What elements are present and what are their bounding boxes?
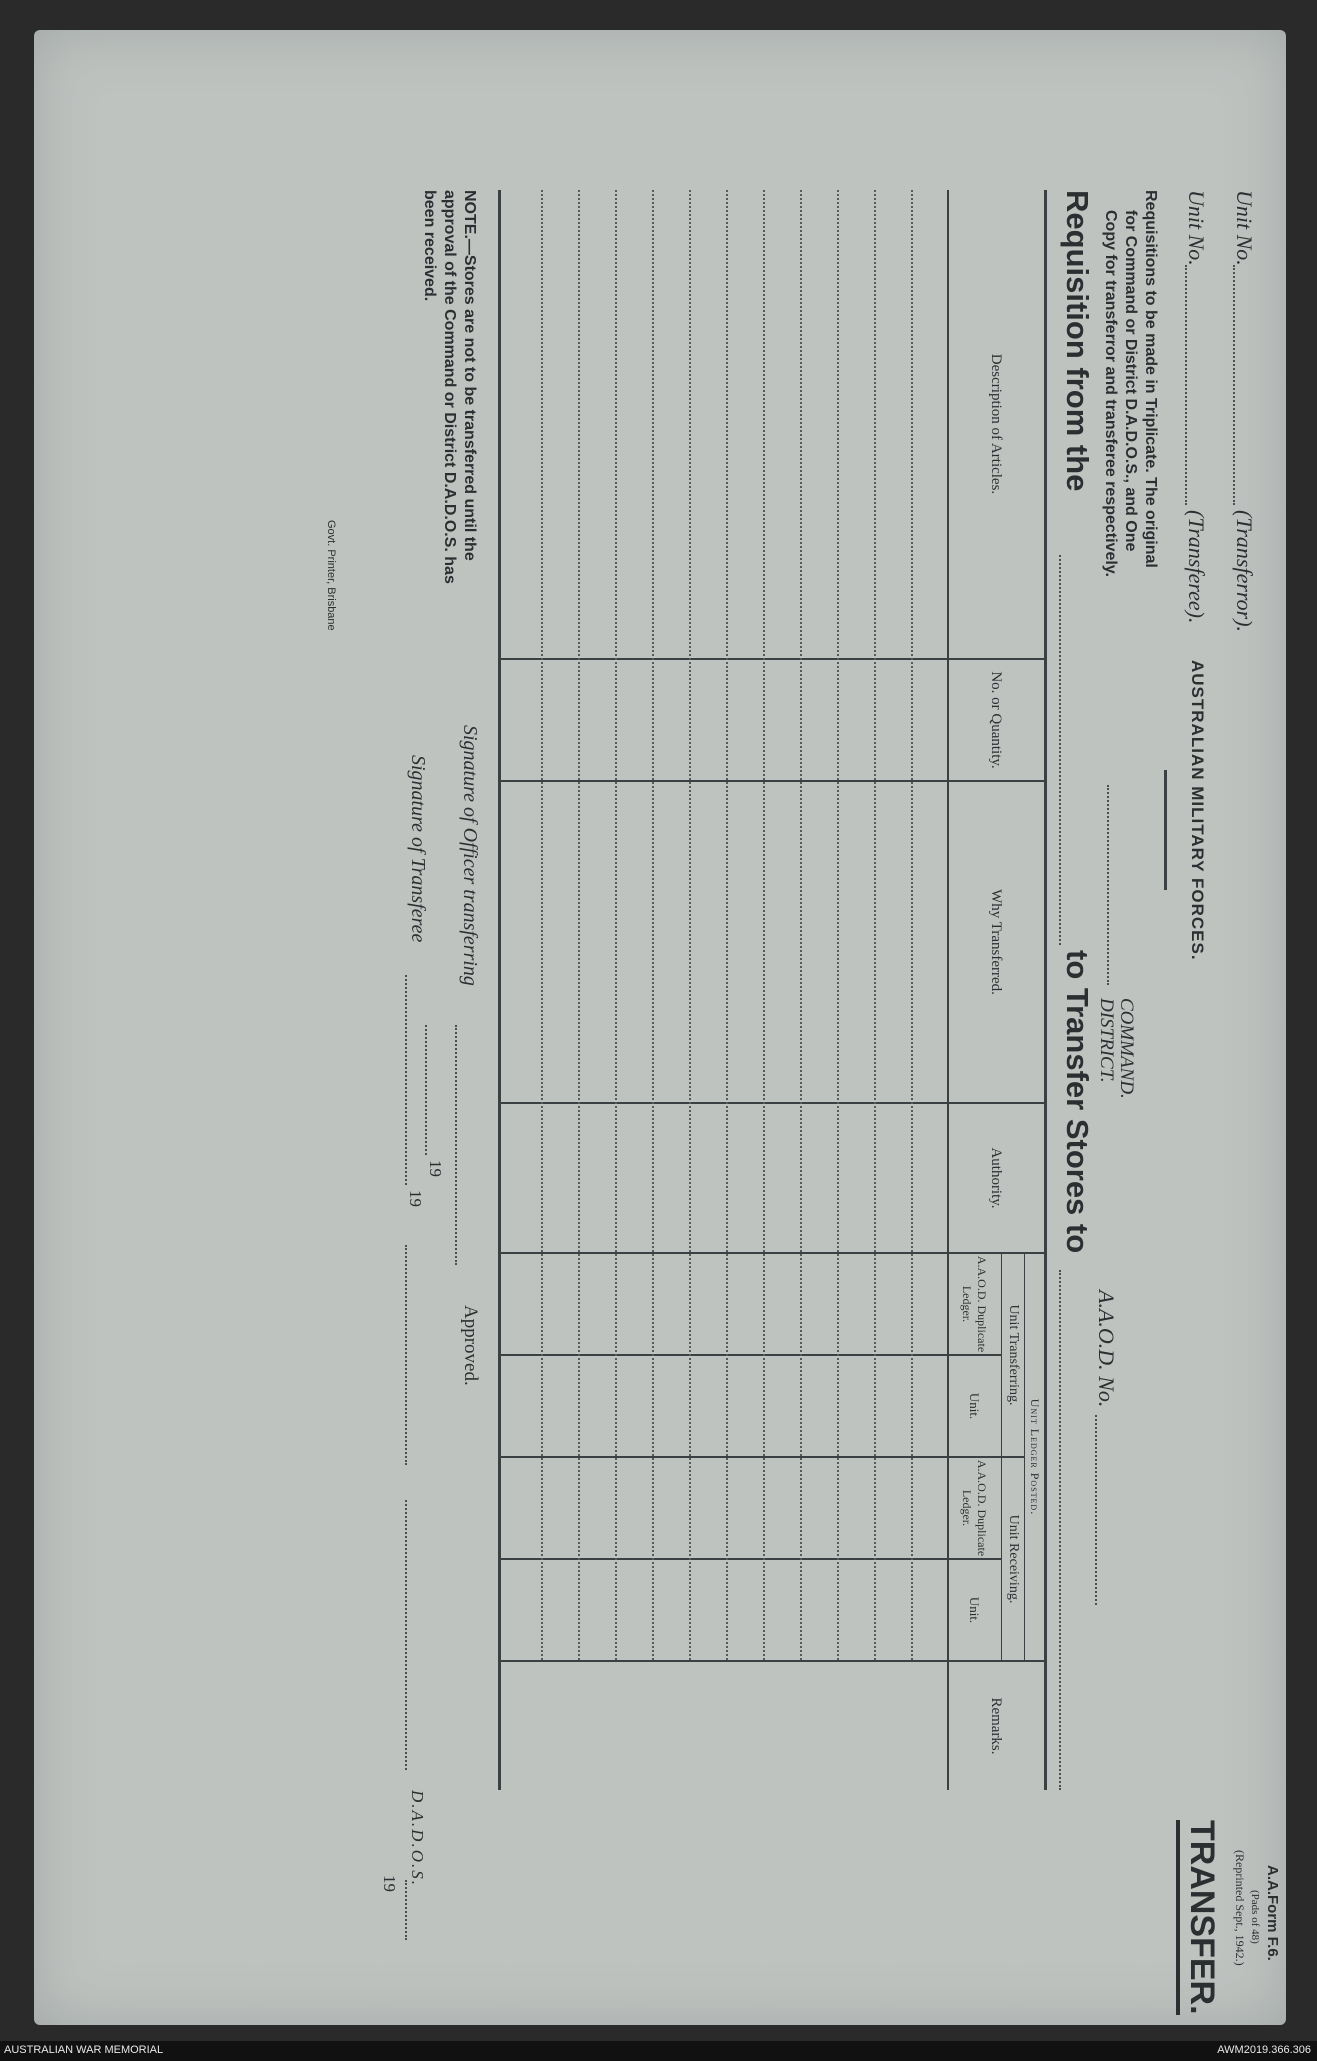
form-rotated-content bbox=[95, 160, 1287, 2015]
entry-row-line bbox=[689, 190, 691, 1660]
dados-sig-dots bbox=[405, 1880, 407, 1940]
transferee-label: (Transferee). bbox=[1184, 510, 1209, 624]
col-header-description: Description of Articles. bbox=[988, 353, 1005, 495]
col-header-remarks: Remarks. bbox=[988, 1697, 1005, 1755]
aaod-dots bbox=[1095, 1415, 1097, 1605]
requisition-from-dots bbox=[1059, 555, 1061, 945]
sig-officer-date-dots bbox=[425, 1025, 427, 1155]
instruction-line-1: Requisitions to be made in Triplicate. The original bbox=[1142, 190, 1159, 568]
entry-row-line bbox=[837, 190, 839, 1660]
col-divider-7 bbox=[499, 1558, 1002, 1560]
form-number: A.A.Form F.6. bbox=[1264, 1865, 1281, 1961]
col-header-authority: Authority. bbox=[988, 1147, 1005, 1209]
col-header-aaod-dup-2: A.A.O.D. Duplicate Ledger. bbox=[960, 1459, 989, 1557]
dados-date-dots bbox=[405, 1500, 407, 1770]
district-label: DISTRICT. bbox=[1096, 998, 1117, 1083]
col-header-unit-1: Unit. bbox=[967, 1392, 983, 1420]
sig-officer-label: Signature of Officer transferring bbox=[459, 725, 481, 986]
forces-underline bbox=[1164, 770, 1167, 890]
approved-sig-dots bbox=[405, 1245, 407, 1465]
entry-row-line bbox=[541, 190, 543, 1660]
entry-row-line bbox=[911, 190, 913, 1660]
col-header-why: Why Transferred. bbox=[988, 889, 1005, 995]
entry-row-line bbox=[763, 190, 765, 1660]
entry-row-line bbox=[578, 190, 580, 1660]
archive-name: AUSTRALIAN WAR MEMORIAL bbox=[4, 2044, 164, 2056]
requisition-from-label: Requisition from the bbox=[1060, 190, 1095, 492]
table-top-border bbox=[1044, 190, 1047, 1790]
form-paper bbox=[34, 30, 1286, 2025]
sig-transferee-label: Signature of Transferee bbox=[407, 755, 429, 943]
instruction-line-3: Copy for transferror and transferee respectively. bbox=[1102, 210, 1119, 577]
unit-no-transferror-label: Unit No. bbox=[1232, 190, 1257, 266]
entry-row-line bbox=[652, 190, 654, 1660]
sig-officer-dots bbox=[455, 1025, 457, 1265]
col-header-quantity: No. or Quantity. bbox=[988, 671, 1005, 769]
approved-label: Approved. bbox=[460, 1305, 481, 1386]
unit-no-transferee-dots bbox=[1185, 265, 1187, 505]
entry-row-line bbox=[800, 190, 802, 1660]
col-divider-5 bbox=[499, 1354, 1002, 1356]
printer-imprint: Govt. Printer, Brisbane bbox=[325, 520, 337, 631]
instruction-line-2: for Command or District D.A.D.O.S., and One bbox=[1122, 210, 1139, 552]
col-header-ledger-group: Unit Ledger Posted. bbox=[1027, 1398, 1042, 1516]
to-transfer-dots bbox=[1059, 1270, 1061, 1790]
year-1: 19 bbox=[426, 1160, 445, 1177]
forces-heading: AUSTRALIAN MILITARY FORCES. bbox=[1188, 660, 1207, 961]
note-text: NOTE.—Stores are not to be transferred until the approval of the Command or District D.A.D.O.S. has been received. bbox=[421, 190, 478, 584]
col-header-unit-transferring: Unit Transferring. bbox=[1006, 1304, 1022, 1406]
table-bottom-border bbox=[498, 190, 501, 1790]
dados-label: D.A.D.O.S. bbox=[408, 1790, 427, 1887]
sig-transferee-dots bbox=[405, 975, 407, 1185]
year-3: 19 bbox=[380, 1875, 399, 1892]
to-transfer-label: to Transfer Stores to bbox=[1060, 950, 1095, 1254]
pads-note: (Pads of 48) bbox=[1249, 1890, 1261, 1944]
unit-no-transferee-label: Unit No. bbox=[1184, 190, 1209, 266]
command-dots bbox=[1107, 785, 1109, 985]
archive-caption-bar bbox=[0, 2041, 1317, 2061]
transferror-label: (Transferror). bbox=[1232, 510, 1257, 633]
entry-row-line bbox=[726, 190, 728, 1660]
unit-no-transferror-dots bbox=[1233, 265, 1235, 505]
archive-item-id: AWM2019.366.306 bbox=[1217, 2044, 1311, 2056]
col-header-aaod-dup-1: A.A.O.D. Duplicate Ledger. bbox=[960, 1255, 989, 1353]
col-header-unit-receiving: Unit Receiving. bbox=[1006, 1514, 1022, 1604]
aaod-label: A.A.O.D. No. bbox=[1094, 1290, 1119, 1408]
year-2: 19 bbox=[406, 1190, 425, 1207]
reprinted-note: (Reprinted Sept., 1942.) bbox=[1233, 1850, 1247, 1966]
entry-row-line bbox=[615, 190, 617, 1660]
command-label: COMMAND. bbox=[1116, 998, 1137, 1099]
col-header-unit-2: Unit. bbox=[967, 1596, 983, 1624]
entry-row-line bbox=[874, 190, 876, 1660]
form-title: TRANSFER. bbox=[1176, 1820, 1221, 2015]
